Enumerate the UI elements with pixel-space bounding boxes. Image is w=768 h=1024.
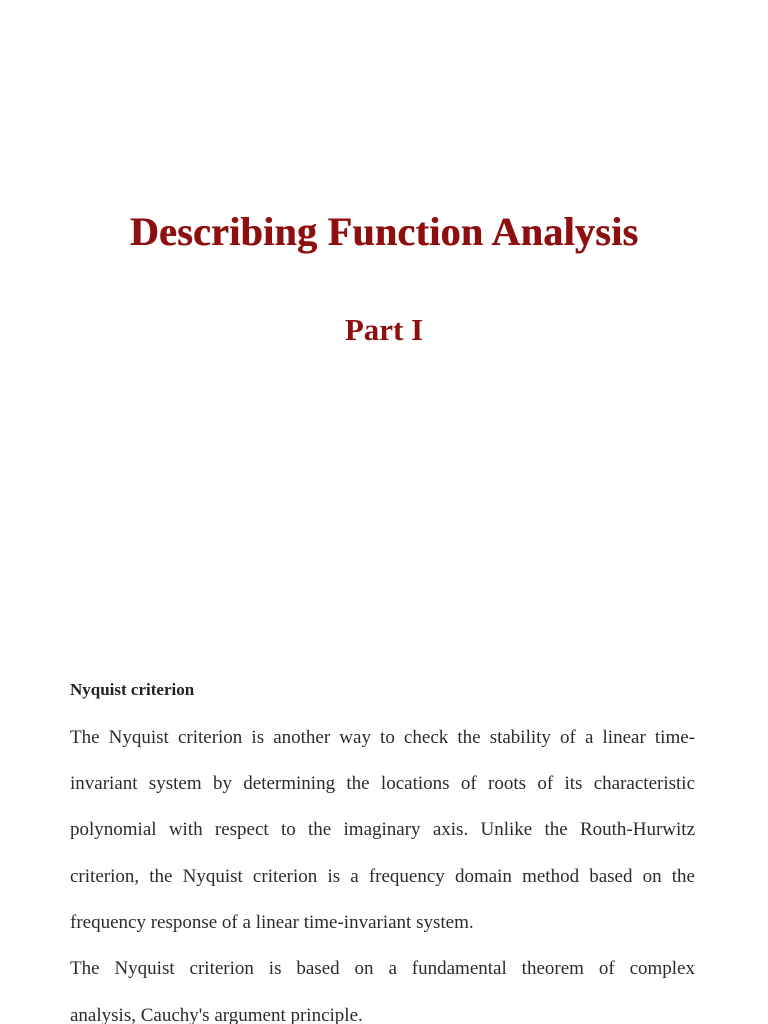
- paragraph-line: criterion, the Nyquist criterion is a frequency domain method based on the: [70, 866, 695, 887]
- paragraph-line: analysis, Cauchy's argument principle.: [70, 1005, 363, 1024]
- paragraph-line: invariant system by determining the locations of roots of its characteristic: [70, 773, 695, 794]
- document-title: Describing Function Analysis: [129, 209, 639, 254]
- paragraph-line: frequency response of a linear time-invariant system.: [70, 912, 474, 933]
- paragraph-line: The Nyquist criterion is based on a fundamental theorem of complex: [70, 958, 695, 979]
- paragraph-line: polynomial with respect to the imaginary axis. Unlike the Routh-Hurwitz: [70, 819, 695, 840]
- section-heading: Nyquist criterion: [70, 680, 195, 699]
- paragraph-line: The Nyquist criterion is another way to check the stability of a linear time-: [70, 727, 695, 748]
- document-subtitle: Part I: [344, 312, 424, 347]
